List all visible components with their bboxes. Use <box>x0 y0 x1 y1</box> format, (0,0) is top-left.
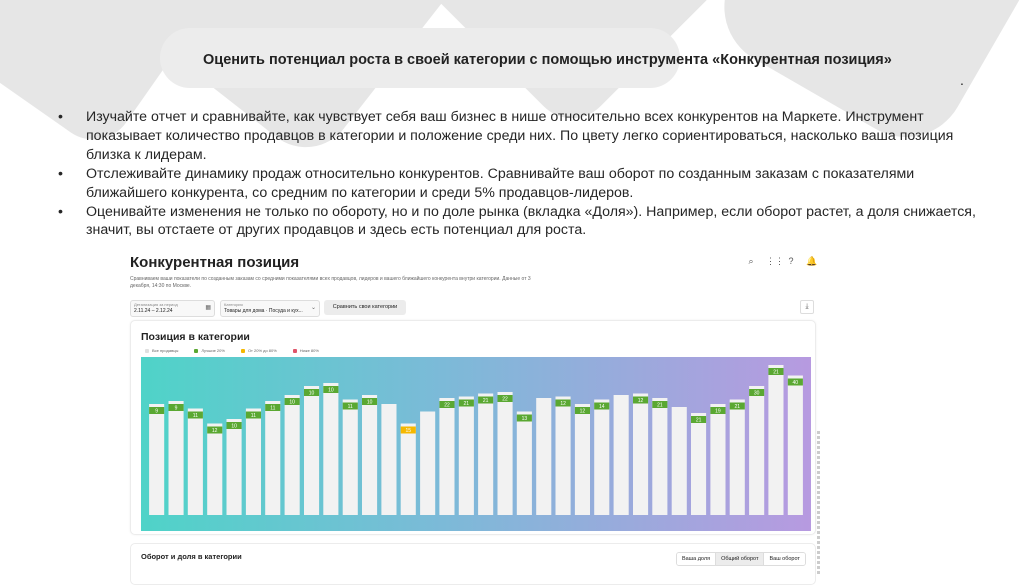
legend-item <box>293 348 319 353</box>
legend-item <box>194 348 225 353</box>
bar-badge-label: 10 <box>308 390 315 397</box>
scrollbar[interactable] <box>817 431 820 574</box>
chart-bar[interactable] <box>788 376 803 516</box>
chart-bar[interactable] <box>265 401 280 515</box>
bar-badge-label: 13 <box>521 416 528 423</box>
bullet-marker: • <box>58 109 63 125</box>
slide-title: Оценить потенциал роста в своей категории с помощью инструмента «Конкурентная позиция» <box>203 52 892 68</box>
grid-icon[interactable]: ⋮⋮ <box>766 256 784 266</box>
bar-badge-label: 11 <box>250 413 257 420</box>
turnover-panel-title: Оборот и доля в категории <box>141 552 242 561</box>
chart-bar[interactable] <box>633 394 648 516</box>
bullet-item <box>58 203 988 241</box>
bullet-item <box>58 108 988 165</box>
bar-badge-label: 12 <box>560 401 566 408</box>
bar-badge-label: 30 <box>753 390 760 397</box>
bar-badge-label: 9 <box>174 405 178 412</box>
legend-swatch <box>145 349 149 353</box>
app-description: Сравниваем ваши показатели по созданным заказам со средними показателями всех продавцов, лидеров и вашего ближайшего конкурента внутри категории. Данные от 3 декабря, 14:30 по Москве. <box>130 276 531 289</box>
bullet-text: Изучайте отчет и сравнивайте, как чувствует себя ваш бизнес в нише относительно всех конкурентов на Маркете. Инструмент показывает количество продавцов в категории и положение среди них. По цвету легко сориентироваться, насколько ваша позиция близка к лидерам. <box>86 109 954 163</box>
bar-badge-label: 19 <box>715 408 721 415</box>
bar-badge-label: 21 <box>773 369 779 376</box>
app-title: Конкурентная позиция <box>130 254 300 271</box>
bullet-item <box>58 165 988 203</box>
chart-bar[interactable] <box>536 398 551 515</box>
chart-bar[interactable] <box>323 383 338 515</box>
bar-badge-label: 21 <box>695 417 702 424</box>
bullet-text: Оценивайте изменения не только по обороту, но и по доле рынка (вкладка «Доля»). Например, если оборот растет, а доля снижается, значит, вы отстаете от других продавцов и здесь есть потенциал для роста. <box>86 203 976 239</box>
chart-bar[interactable] <box>285 395 300 515</box>
bar-badge-label: 12 <box>211 428 218 435</box>
bar-badge-label: 11 <box>347 404 353 411</box>
position-panel <box>130 320 816 535</box>
chart-bar[interactable] <box>672 407 687 515</box>
chart-bar[interactable] <box>478 394 493 516</box>
calendar-icon: ▦ <box>205 305 211 311</box>
bullet-marker: • <box>58 165 63 182</box>
chart-bar[interactable] <box>614 395 629 515</box>
bar-badge-label: 12 <box>579 408 586 415</box>
chart-bar[interactable] <box>227 419 242 515</box>
chart-bar[interactable] <box>556 397 571 516</box>
chevron-down-icon: ⌄ <box>310 305 316 311</box>
chart-bar[interactable] <box>188 409 203 516</box>
bar-badge-label: 12 <box>637 398 644 405</box>
bar-badge-label: 21 <box>734 404 741 411</box>
bar-badge-label: 10 <box>328 387 334 394</box>
help-icon[interactable]: ? <box>788 256 794 266</box>
chart-bar[interactable] <box>439 398 454 515</box>
chart-bar[interactable] <box>304 386 319 515</box>
bar-badge-label: 22 <box>502 396 508 403</box>
legend-swatch <box>194 349 198 353</box>
chart-bar[interactable] <box>207 424 222 516</box>
chart-bar[interactable] <box>169 401 184 515</box>
bar-badge-label: 21 <box>657 402 663 409</box>
title-dot: . <box>960 72 964 88</box>
chart-bar[interactable] <box>710 404 725 515</box>
bullet-text: Отслеживайте динамику продаж относительно конкурентов. Сравнивайте ваш оборот по созданным заказам с показателями ближайшего конкурента, со средним по категории и среди 5% продавцов-лидеров. <box>86 165 915 201</box>
legend-item <box>145 348 178 353</box>
turnover-tabs <box>676 552 806 566</box>
chart-bar[interactable] <box>343 400 358 516</box>
chart-bar[interactable] <box>768 365 783 515</box>
chart-bar[interactable] <box>459 397 474 516</box>
chart-bar[interactable] <box>575 404 590 515</box>
bullet-marker: • <box>58 203 63 220</box>
chart-bar[interactable] <box>362 395 377 515</box>
chart-bar[interactable] <box>517 412 532 516</box>
bar-badge-label: 10 <box>231 423 237 430</box>
date-filter-label: Детализация за период <box>134 302 178 307</box>
bullet-list <box>58 108 988 240</box>
legend-label: Ниже 80% <box>299 348 319 353</box>
position-chart <box>141 357 811 531</box>
date-filter[interactable] <box>130 300 215 317</box>
chart-bar[interactable] <box>246 409 261 516</box>
tab-total-turnover[interactable]: Общий оборот <box>716 553 764 565</box>
compare-categories-button[interactable]: Сравнить свои категории <box>324 300 406 315</box>
bar-badge-label: 15 <box>405 428 412 435</box>
chart-bar[interactable] <box>652 398 667 515</box>
legend-label: От 20% до 80% <box>247 348 277 353</box>
app-screenshot <box>122 246 824 574</box>
tab-your-share[interactable]: Ваша доля <box>677 553 716 565</box>
chart-bar[interactable] <box>691 413 706 515</box>
bar-badge-label: 22 <box>444 402 450 409</box>
bar-badge-label: 40 <box>792 380 799 387</box>
chart-bar[interactable] <box>749 386 764 515</box>
chart-bar[interactable] <box>730 400 745 516</box>
bar-badge-label: 10 <box>366 399 373 406</box>
chart-bar[interactable] <box>381 404 396 515</box>
legend-swatch <box>293 349 297 353</box>
turnover-panel <box>130 543 816 585</box>
legend-item <box>241 348 277 353</box>
bar-badge-label: 21 <box>482 398 489 405</box>
tab-your-turnover[interactable]: Ваш оборот <box>764 553 804 565</box>
legend-label: Все продавцы <box>152 348 179 353</box>
bar-badge-label: 10 <box>289 399 295 406</box>
chart-bar[interactable] <box>498 392 513 515</box>
chart-legend <box>145 348 319 353</box>
search-icon[interactable]: ⌕ <box>748 256 754 266</box>
category-label: Категория <box>224 302 243 307</box>
download-icon[interactable]: ⤓ <box>800 300 814 314</box>
top-toolbar <box>746 256 816 266</box>
bell-icon[interactable]: 🔔 <box>806 256 818 266</box>
chart-bar[interactable] <box>420 412 435 516</box>
bar-badge-label: 9 <box>155 408 159 415</box>
chart-bar[interactable] <box>594 400 609 516</box>
position-panel-title: Позиция в категории <box>141 331 250 343</box>
chart-bar[interactable] <box>149 404 164 515</box>
bar-badge-label: 14 <box>599 404 605 411</box>
bar-badge-label: 21 <box>463 401 470 408</box>
bar-badge-label: 11 <box>270 405 276 412</box>
date-filter-value: 2.11.24 – 2.12.24 <box>134 308 173 314</box>
legend-label: Лучшие 20% <box>201 348 225 353</box>
category-value: Товары для дома · Посуда и кух... <box>224 308 303 314</box>
category-select[interactable] <box>220 300 320 317</box>
legend-swatch <box>241 349 245 353</box>
chart-bar[interactable] <box>401 424 416 516</box>
bar-badge-label: 11 <box>192 413 199 420</box>
